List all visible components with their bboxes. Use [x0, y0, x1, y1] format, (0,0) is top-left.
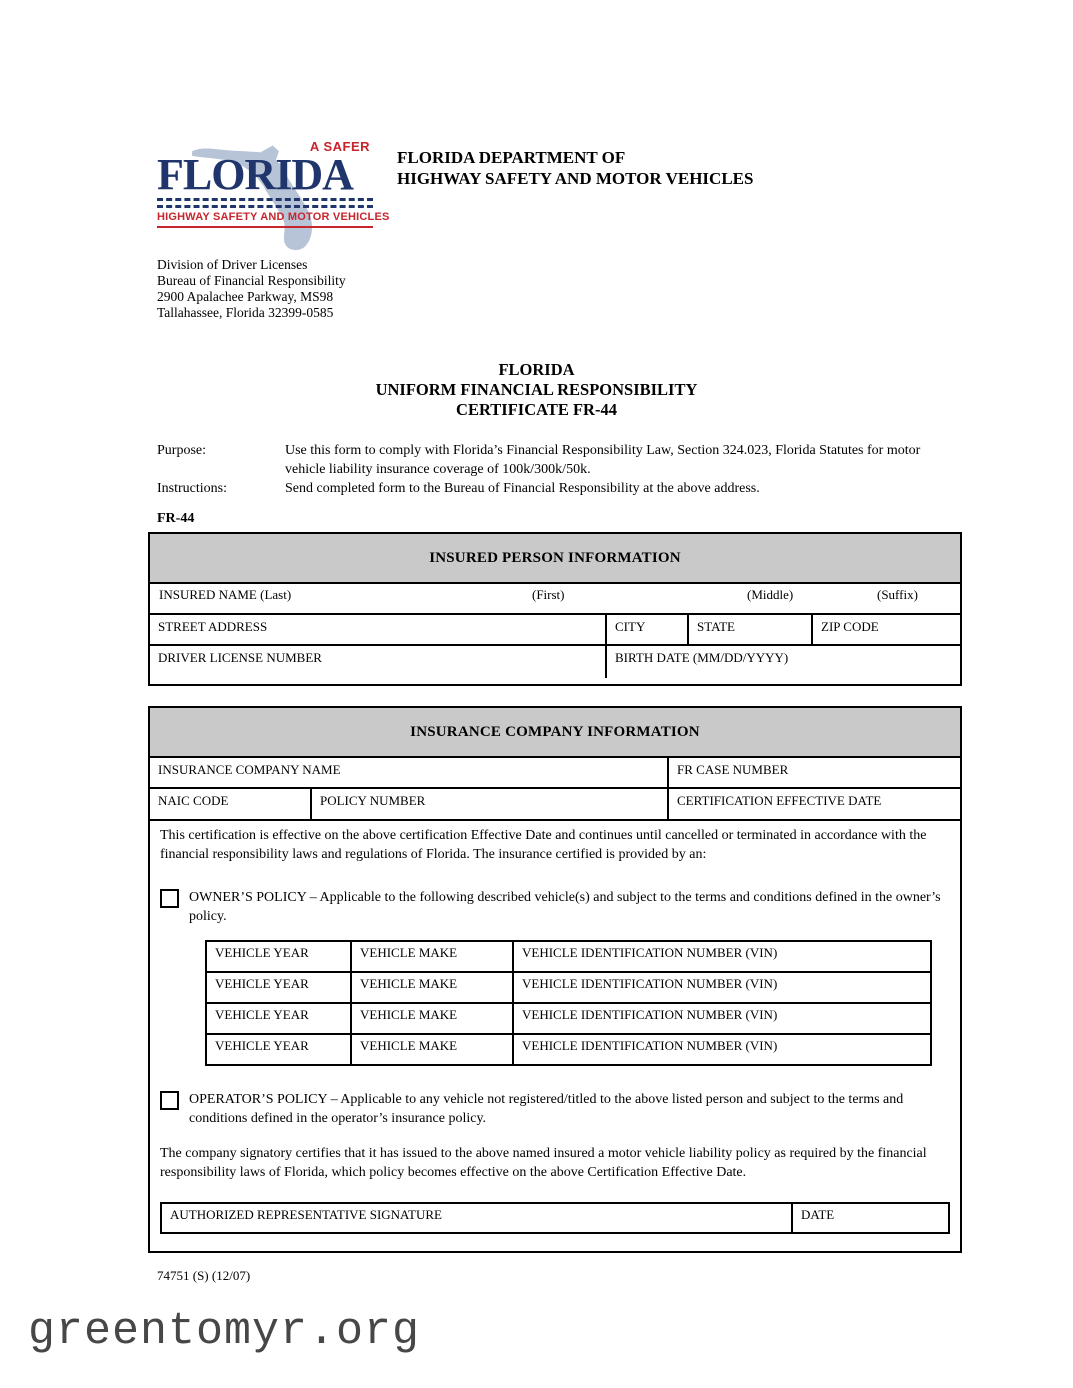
insured-name-first-label: (First): [532, 587, 565, 602]
insured-license-row: [150, 646, 960, 678]
form-number: 74751 (S) (12/07): [157, 1268, 251, 1283]
vehicle-year-field[interactable]: VEHICLE YEAR: [206, 1034, 351, 1065]
street-address-field[interactable]: [150, 615, 605, 644]
state-label: STATE: [697, 619, 735, 634]
street-address-label: STREET ADDRESS: [158, 619, 268, 634]
owners-policy-text: OWNER’S POLICY – Applicable to the following described vehicle(s) and subject to the terms and conditions defined in the owner’s policy.: [189, 890, 941, 924]
operators-policy-checkbox[interactable]: [160, 1091, 179, 1110]
signature-date-field[interactable]: DATE: [801, 1207, 835, 1222]
fr-case-number-field[interactable]: [667, 758, 960, 787]
driver-license-number-label: DRIVER LICENSE NUMBER: [158, 650, 322, 665]
insurance-company-row: [150, 758, 960, 789]
vehicle-vin-field[interactable]: VEHICLE IDENTIFICATION NUMBER (VIN): [513, 941, 931, 972]
zip-code-field[interactable]: [811, 615, 960, 644]
owners-policy-option: [160, 888, 950, 926]
certification-effective-date-field[interactable]: [667, 789, 960, 819]
watermark-text: greentomyr.org: [28, 1306, 421, 1357]
vehicle-year-field[interactable]: VEHICLE YEAR: [206, 972, 351, 1003]
insured-name-last-label: INSURED NAME (Last): [159, 587, 292, 602]
vehicle-year-field[interactable]: VEHICLE YEAR: [206, 1003, 351, 1034]
logo-a-safer-text: A SAFER: [309, 139, 370, 154]
birth-date-label: BIRTH DATE (MM/DD/YYYY): [615, 650, 789, 665]
naic-code-label: NAIC CODE: [158, 793, 229, 808]
vehicle-vin-field[interactable]: VEHICLE IDENTIFICATION NUMBER (VIN): [513, 972, 931, 1003]
fr-case-number-label: FR CASE NUMBER: [677, 762, 789, 777]
purpose-instructions: [157, 441, 947, 498]
insured-name-middle-label: (Middle): [747, 587, 794, 602]
city-label: CITY: [615, 619, 646, 634]
insurance-company-name-label: INSURANCE COMPANY NAME: [158, 762, 341, 777]
vehicle-table: [205, 940, 932, 1066]
insurance-company-section-header: INSURANCE COMPANY INFORMATION: [150, 708, 960, 758]
operators-policy-option: [160, 1090, 950, 1128]
state-field[interactable]: [687, 615, 811, 644]
address-line: Tallahassee, Florida 32399-0585: [157, 305, 334, 320]
vehicle-year-field[interactable]: VEHICLE YEAR: [206, 941, 351, 972]
division-address-block: [157, 257, 346, 321]
address-line: Bureau of Financial Responsibility: [157, 273, 346, 288]
form-title: [0, 360, 1073, 420]
logo-tagline: HIGHWAY SAFETY AND MOTOR VEHICLES: [157, 211, 373, 228]
logo-text: [157, 139, 390, 228]
certification-body: [150, 826, 960, 1234]
address-line: Division of Driver Licenses: [157, 257, 308, 272]
department-heading: [397, 147, 753, 189]
vehicle-row: [206, 972, 931, 1003]
insurance-company-name-field[interactable]: [150, 758, 667, 787]
city-field[interactable]: [605, 615, 687, 644]
purpose-text: Use this form to comply with Florida’s Financial Responsibility Law, Section 324.023, Florida Statutes for motor vehicle liability insurance coverage of 100k/300k/50k.: [285, 443, 921, 477]
vehicle-make-field[interactable]: VEHICLE MAKE: [351, 1003, 513, 1034]
department-line1: FLORIDA DEPARTMENT OF: [397, 148, 626, 167]
fldhsmv-logo: [157, 139, 390, 228]
insured-name-suffix-label: (Suffix): [877, 587, 918, 602]
policy-number-label: POLICY NUMBER: [320, 793, 426, 808]
vehicle-row: [206, 941, 931, 972]
form-title-line1: FLORIDA: [498, 360, 575, 379]
purpose-label: Purpose:: [157, 443, 206, 458]
insurance-company-section: [148, 706, 962, 1253]
vehicle-row: [206, 1003, 931, 1034]
address-line: 2900 Apalachee Parkway, MS98: [157, 289, 334, 304]
form-code-label: FR-44: [157, 511, 195, 526]
department-line2: HIGHWAY SAFETY AND MOTOR VEHICLES: [397, 169, 754, 188]
vehicle-make-field[interactable]: VEHICLE MAKE: [351, 972, 513, 1003]
logo-dashed-road-line: [157, 198, 373, 208]
form-title-line2: UNIFORM FINANCIAL RESPONSIBILITY: [375, 380, 698, 399]
insured-name-field[interactable]: [150, 584, 960, 615]
authorized-representative-signature-field[interactable]: AUTHORIZED REPRESENTATIVE SIGNATURE: [162, 1204, 793, 1232]
vehicle-make-field[interactable]: VEHICLE MAKE: [351, 941, 513, 972]
policy-number-field[interactable]: [310, 789, 667, 819]
insured-person-section-header: INSURED PERSON INFORMATION: [150, 534, 960, 584]
instructions-label: Instructions:: [157, 481, 227, 496]
certification-effective-date-label: CERTIFICATION EFFECTIVE DATE: [677, 793, 882, 808]
logo-florida-wordmark: FLORIDA: [157, 150, 353, 199]
policy-info-row: [150, 789, 960, 821]
driver-license-number-field[interactable]: [150, 646, 605, 678]
insured-address-row: [150, 615, 960, 646]
owners-policy-checkbox[interactable]: [160, 889, 179, 908]
naic-code-field[interactable]: [150, 789, 310, 819]
signatory-paragraph: The company signatory certifies that it has issued to the above named insured a motor vehicle liability policy as required by the financial responsibility laws of Florida, which policy becomes effective on the above Certification Effective Date.: [160, 1146, 927, 1180]
vehicle-row: [206, 1034, 931, 1065]
instructions-text: Send completed form to the Bureau of Financial Responsibility at the above address.: [285, 481, 760, 496]
vehicle-make-field[interactable]: VEHICLE MAKE: [351, 1034, 513, 1065]
operators-policy-text: OPERATOR’S POLICY – Applicable to any vehicle not registered/titled to the above listed person and subject to the terms and conditions defined in the operator’s insurance policy.: [189, 1092, 904, 1126]
zip-code-label: ZIP CODE: [821, 619, 879, 634]
signature-row: [160, 1202, 950, 1234]
effective-paragraph: This certification is effective on the above certification Effective Date and continues until cancelled or terminated in accordance with the financial responsibility laws and regulations of Florida. The insurance certified is provided by an:: [160, 828, 927, 862]
birth-date-field[interactable]: [605, 646, 960, 678]
vehicle-vin-field[interactable]: VEHICLE IDENTIFICATION NUMBER (VIN): [513, 1003, 931, 1034]
insured-person-section: [148, 532, 962, 686]
form-title-line3: CERTIFICATE FR-44: [456, 400, 617, 419]
vehicle-vin-field[interactable]: VEHICLE IDENTIFICATION NUMBER (VIN): [513, 1034, 931, 1065]
